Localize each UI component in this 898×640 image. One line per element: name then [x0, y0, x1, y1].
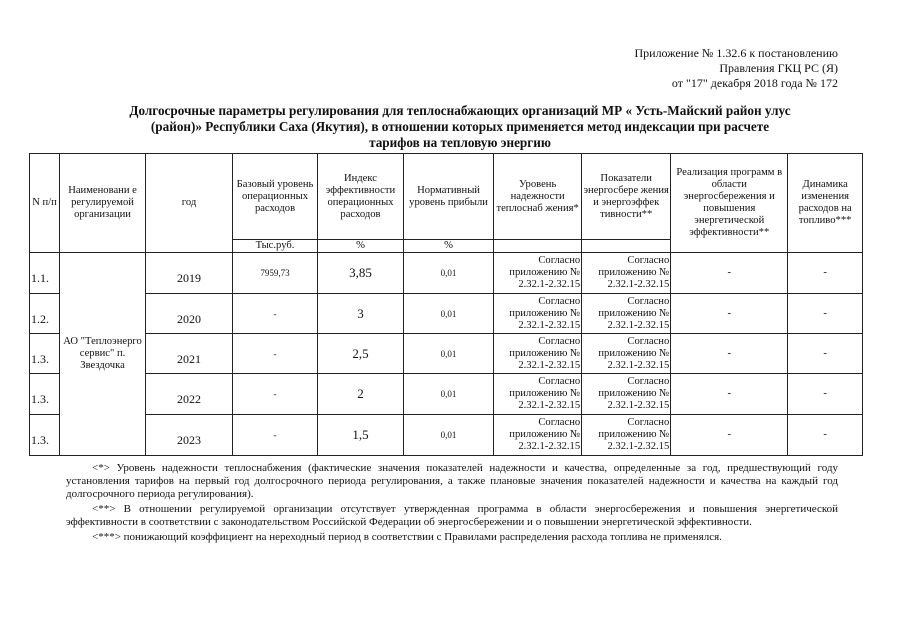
- header-reliability: Уровень надежности теплоснаб жения*: [494, 154, 582, 240]
- row-index: 3: [317, 294, 403, 334]
- footnote: <***> понижающий коэффициент на нереходный период в соответствии с Правилами распределения расхода топлива не применялся.: [92, 531, 722, 543]
- row-fuel: -: [788, 294, 863, 334]
- row-profit: 0,01: [403, 334, 493, 374]
- row-profit: 0,01: [403, 294, 493, 334]
- header-energy: Показатели энергосбере жения и энергоэффек тивности**: [582, 154, 671, 240]
- header-fuel: Динамика изменения расходов на топливо***: [788, 154, 863, 253]
- row-reliability: Согласно приложению № 2.32.1-2.32.15: [494, 253, 582, 294]
- row-base: -: [233, 334, 318, 374]
- row-year: 2021: [146, 334, 233, 374]
- row-profit: 0,01: [403, 253, 493, 294]
- table-row: [30, 374, 863, 415]
- row-programs: -: [671, 374, 788, 415]
- row-reliability: Согласно приложению № 2.32.1-2.32.15: [494, 415, 582, 456]
- row-profit: 0,01: [403, 374, 493, 415]
- row-programs: -: [671, 294, 788, 334]
- row-base: 7959,73: [233, 253, 318, 294]
- header-org: Наименовани е регулируемой организации: [60, 154, 146, 253]
- table-row: [30, 253, 863, 294]
- footnote: <**> В отношении регулируемой организации отсутствует утвержденная программа в области энергосбережения и повышения энергетической эффективности в соответствии с законодательством Российской Федерации об энергосбережении и о повышении энергетической эффективности.: [66, 503, 838, 528]
- appendix-line: Правления ГКЦ РС (Я): [719, 61, 838, 75]
- footnote: <*> Уровень надежности теплоснабжения (фактические значения показателей надежности и качества, определенные за год, предшествующий году установления тарифов на первый год долгосрочного периода регулирования, а также плановые значения показателей надежности и качества на каждый год долгосрочного периода регулирования).: [66, 462, 838, 500]
- row-energy: Согласно приложению № 2.32.1-2.32.15: [582, 415, 671, 456]
- header-profit: Нормативный уровень прибыли: [403, 154, 493, 240]
- header-row: [30, 154, 863, 240]
- row-fuel: -: [788, 415, 863, 456]
- row-num: 1.3.: [30, 334, 60, 374]
- footnotes: [66, 462, 838, 546]
- parameters-table: [29, 153, 863, 456]
- row-year: 2019: [146, 253, 233, 294]
- row-reliability: Согласно приложению № 2.32.1-2.32.15: [494, 374, 582, 415]
- unit-base: Тыс.руб.: [233, 240, 318, 253]
- unit-profit: %: [403, 240, 493, 253]
- row-num: 1.3.: [30, 374, 60, 415]
- appendix-line: Приложение № 1.32.6 к постановлению: [634, 46, 838, 60]
- row-index: 2: [317, 374, 403, 415]
- row-index: 1,5: [317, 415, 403, 456]
- table-row: [30, 415, 863, 456]
- row-energy: Согласно приложению № 2.32.1-2.32.15: [582, 253, 671, 294]
- row-num: 1.1.: [30, 253, 60, 294]
- row-energy: Согласно приложению № 2.32.1-2.32.15: [582, 294, 671, 334]
- unit-index: %: [317, 240, 403, 253]
- row-reliability: Согласно приложению № 2.32.1-2.32.15: [494, 294, 582, 334]
- header-num: N п/п: [30, 154, 60, 253]
- header-index: Индекс эффективности операционных расходов: [317, 154, 403, 240]
- row-energy: Согласно приложению № 2.32.1-2.32.15: [582, 374, 671, 415]
- row-year: 2022: [146, 374, 233, 415]
- title-line: (район)» Республики Саха (Якутия), в отношении которых применяется метод индексации при расчете: [150, 119, 770, 134]
- row-programs: -: [671, 334, 788, 374]
- appendix-line: от "17" декабря 2018 года № 172: [671, 76, 838, 90]
- appendix-header: [634, 46, 838, 91]
- header-programs: Реализация программ в области энергосбережения и повышения энергетической эффективности**: [671, 154, 788, 253]
- row-base: -: [233, 294, 318, 334]
- row-programs: -: [671, 253, 788, 294]
- row-year: 2023: [146, 415, 233, 456]
- row-programs: -: [671, 415, 788, 456]
- document-title: [100, 103, 820, 151]
- row-energy: Согласно приложению № 2.32.1-2.32.15: [582, 334, 671, 374]
- table-row: [30, 334, 863, 374]
- row-index: 2,5: [317, 334, 403, 374]
- header-year: год: [146, 154, 233, 253]
- org-name: АО "Теплоэнерго сервис" п. Звездочка: [60, 253, 146, 456]
- row-num: 1.3.: [30, 415, 60, 456]
- row-reliability: Согласно приложению № 2.32.1-2.32.15: [494, 334, 582, 374]
- unit-empty: [494, 240, 582, 253]
- unit-empty: [582, 240, 671, 253]
- row-num: 1.2.: [30, 294, 60, 334]
- row-fuel: -: [788, 374, 863, 415]
- row-base: -: [233, 415, 318, 456]
- title-line: тарифов на тепловую энергию: [369, 135, 551, 150]
- row-profit: 0,01: [403, 415, 493, 456]
- header-base: Базовый уровень операционных расходов: [233, 154, 318, 240]
- row-fuel: -: [788, 334, 863, 374]
- row-fuel: -: [788, 253, 863, 294]
- row-index: 3,85: [317, 253, 403, 294]
- title-line: Долгосрочные параметры регулирования для теплоснабжающих организаций МР « Усть-Майский район улус: [129, 103, 791, 118]
- table-row: [30, 294, 863, 334]
- row-year: 2020: [146, 294, 233, 334]
- row-base: -: [233, 374, 318, 415]
